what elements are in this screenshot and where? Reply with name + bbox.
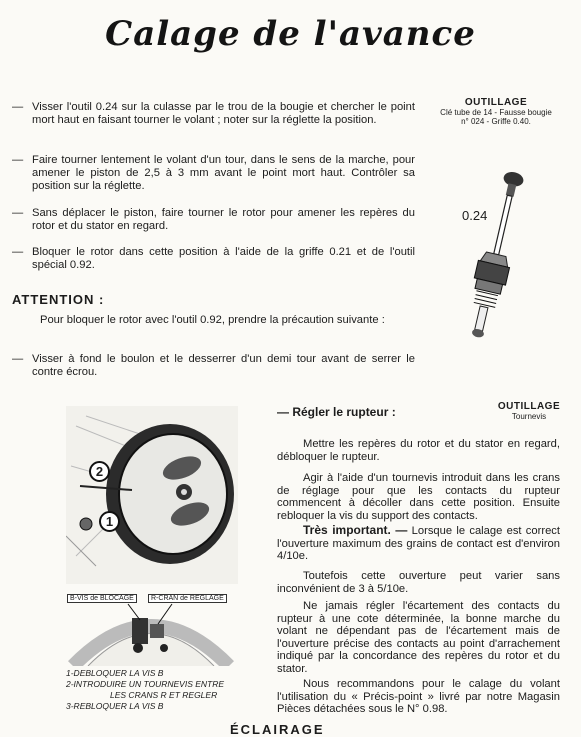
step-1: — Visser l'outil 0.24 sur la culasse par le trou de la bougie et chercher le point mort haut en faisant tourner le volant ; noter sur la réglette la position. bbox=[12, 101, 415, 126]
callout-2: 2 bbox=[89, 461, 110, 482]
step-3: — Sans déplacer le piston, faire tourner le rotor pour amener les repères du rotor et du stator en regard. bbox=[12, 207, 415, 232]
step-2: — Faire tourner lentement le volant d'un tour, dans le sens de la marche, pour amener le piston de 2,5 à 3 mm avant le point mort haut. Contrôler sa position sur la réglette. bbox=[12, 154, 415, 192]
rupteur-p3-bold: Très important. — bbox=[303, 523, 408, 537]
outillage-line: Clé tube de 14 - Fausse bougie bbox=[440, 108, 552, 117]
page-title: Calage de l'avance bbox=[105, 14, 476, 54]
section-heading-eclairage: ÉCLAIRAGE bbox=[230, 722, 325, 737]
label-vis-blocage: B-VIS de BLOCAGE bbox=[67, 594, 137, 603]
rupteur-outillage-heading: OUTILLAGE bbox=[497, 401, 561, 412]
rupteur-p3 bbox=[277, 524, 560, 563]
rupteur-p5: Ne jamais régler l'écartement des contacts du rupteur à une cote déterminée, la bonne marche du volant ne dépendant pas de l'écartement mais de l'ouverture précise des contacts au point d'arrachement indiqué par la concordance des repères du rotor et du stator. bbox=[277, 600, 560, 675]
flywheel-illustration bbox=[66, 406, 238, 584]
rupteur-p2: Agir à l'aide d'un tournevis introduit dans les crans de réglage pour que les contacts du rupteur commencent à décoller dans cette position. Ensuite rebloquer la vis du support des contacts. bbox=[277, 472, 560, 522]
rupteur-p4: Toutefois cette ouverture peut varier sans inconvénient de 3 à 5/10e. bbox=[277, 570, 560, 595]
rupteur-p3-text: Lorsque le calage est correct l'ouverture maximum des grains de contact est d'environ 4/10e. bbox=[277, 525, 560, 563]
rupteur-outillage bbox=[484, 401, 574, 421]
attention-heading: ATTENTION : bbox=[12, 292, 105, 307]
rupteur-heading: — Régler le rupteur : bbox=[277, 405, 396, 419]
outillage-line: n° 024 - Griffe 0.40. bbox=[461, 117, 531, 126]
label-cran-reglage: R-CRAN de REGLAGE bbox=[148, 594, 227, 603]
legend-2a: 2-INTRODUIRE UN TOURNEVIS ENTRE bbox=[66, 679, 225, 689]
outillage-heading: OUTILLAGE bbox=[464, 97, 528, 108]
tool-label: 0.24 bbox=[462, 208, 488, 223]
rupteur-p1: Mettre les repères du rotor et du stator en regard, débloquer le rupteur. bbox=[277, 438, 560, 463]
outillage-box bbox=[416, 97, 576, 126]
callout-1: 1 bbox=[99, 511, 120, 532]
rupteur-p6: Nous recommandons pour le calage du volant l'utilisation du « Précis-point » livré par notre Magasin Pièces détachées sous le N° 0.98. bbox=[277, 678, 560, 716]
attention-paragraph: Pour bloquer le rotor avec l'outil 0.92, prendre la précaution suivante : bbox=[40, 314, 385, 326]
rupteur-outillage-text: Tournevis bbox=[511, 412, 547, 421]
step-4: — Bloquer le rotor dans cette position à l'aide de la griffe 0.21 et de l'outil spécial 0.92. bbox=[12, 246, 415, 271]
legend-2b: LES CRANS R ET REGLER bbox=[110, 690, 218, 700]
legend-1: 1-DEBLOQUER LA VIS B bbox=[66, 668, 164, 678]
figure-legend bbox=[66, 668, 266, 712]
spark-plug-tool-drawing bbox=[440, 160, 550, 350]
attention-step: — Visser à fond le boulon et le desserrer d'un demi tour avant de serrer le contre écrou. bbox=[12, 353, 415, 378]
legend-3: 3-REBLOQUER LA VIS B bbox=[66, 701, 164, 711]
contact-breaker-detail bbox=[68, 596, 234, 666]
